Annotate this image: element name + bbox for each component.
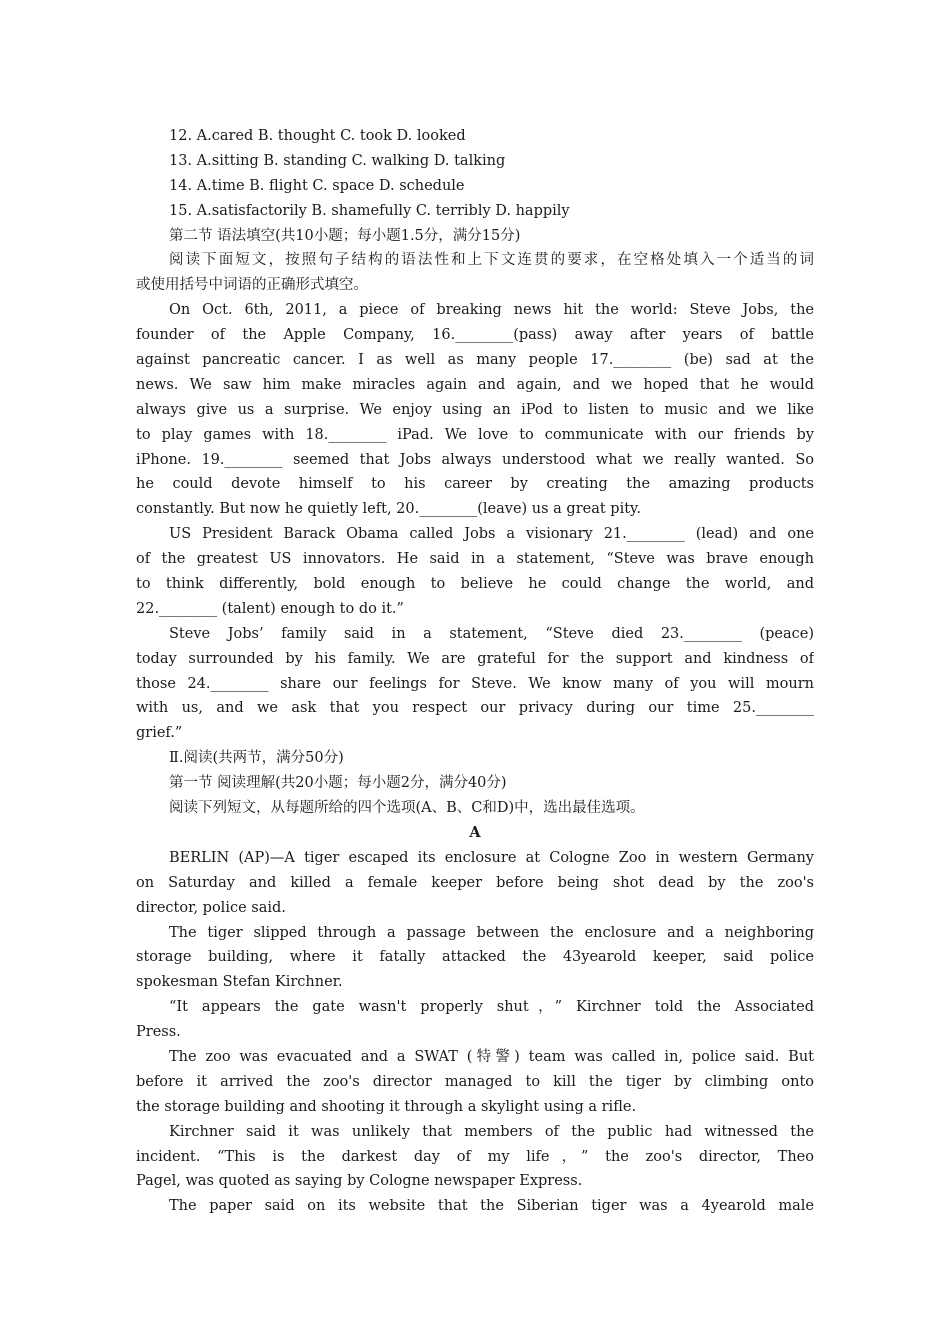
text-line: Ⅱ.阅读(共两节，满分50分) bbox=[169, 750, 344, 767]
text-line: 12. A.cared B. thought C. took D. looked bbox=[169, 128, 466, 144]
text-line: 阅读下面短文，按照句子结构的语法性和上下文连贯的要求，在空格处填入一个适当的词 bbox=[169, 252, 814, 269]
text-line: “It appears the gate wasn't properly shut，” Kirchner told the Associated bbox=[169, 999, 814, 1016]
text-line: to play games with 18.________ iPad. We love to communicate with our friends by bbox=[136, 426, 814, 443]
text-line: 13. A.sitting B. standing C. walking D. talking bbox=[169, 152, 506, 169]
text-line: 或使用括号中词语的正确形式填空。 bbox=[136, 277, 368, 294]
text-line: The zoo was evacuated and a SWAT (特警) team was called in, police said. But bbox=[169, 1048, 814, 1065]
text-line: incident. “This is the darkest day of my life，” the zoo's director, Theo bbox=[136, 1148, 814, 1165]
text-line: founder of the Apple Company, 16.________(pass) away after years of battle bbox=[136, 327, 814, 344]
document-page bbox=[136, 124, 814, 1219]
text-line: of the greatest US innovators. He said in a statement, “Steve was brave enough bbox=[136, 551, 814, 568]
text-line: constantly. But now he quietly left, 20.________(leave) us a great pity. bbox=[136, 501, 641, 518]
text-line: always give us a surprise. We enjoy using an iPod to listen to music and we like bbox=[136, 401, 814, 418]
text-line: against pancreatic cancer. I as well as many people 17.________ (be) sad at the bbox=[136, 352, 814, 369]
text-line: A bbox=[469, 823, 481, 841]
text-line: US President Barack Obama called Jobs a visionary 21.________ (lead) and one bbox=[169, 526, 814, 543]
text-line: storage building, where it fatally attacked the 43yearold keeper, said police bbox=[136, 949, 814, 966]
text-line: 15. A.satisfactorily B. shamefully C. terribly D. happily bbox=[169, 202, 570, 219]
text-line: news. We saw him make miracles again and again, and we hoped that he would bbox=[136, 376, 814, 393]
text-line: 14. A.time B. flight C. space D. schedule bbox=[169, 177, 465, 194]
text-line: 第一节 阅读理解(共20小题；每小题2分，满分40分) bbox=[169, 775, 507, 792]
text-line: Kirchner said it was unlikely that members of the public had witnessed the bbox=[169, 1123, 814, 1140]
text-line: 22.________ (talent) enough to do it.” bbox=[136, 600, 404, 617]
text-line: On Oct. 6th, 2011, a piece of breaking news hit the world: Steve Jobs, the bbox=[169, 302, 814, 319]
text-line: director, police said. bbox=[136, 899, 286, 916]
text-line: Press. bbox=[136, 1024, 181, 1041]
text-line: to think differently, bold enough to believe he could change the world, and bbox=[136, 576, 814, 593]
text-line: 第二节 语法填空(共10小题；每小题1.5分，满分15分) bbox=[169, 227, 521, 244]
text-line: those 24.________ share our feelings for Steve. We know many of you will mourn bbox=[136, 675, 814, 692]
text-line: the storage building and shooting it through a skylight using a rifle. bbox=[136, 1098, 637, 1115]
text-line: 阅读下列短文，从每题所给的四个选项(A、B、C和D)中，选出最佳选项。 bbox=[169, 800, 645, 817]
text-line: spokesman Stefan Kirchner. bbox=[136, 974, 343, 991]
text-line: with us, and we ask that you respect our privacy during our time 25.________ bbox=[136, 700, 814, 717]
text-line: grief.” bbox=[136, 725, 183, 742]
text-line: The tiger slipped through a passage between the enclosure and a neighboring bbox=[169, 924, 814, 941]
text-line: BERLIN (AP)—A tiger escaped its enclosure at Cologne Zoo in western Germany bbox=[169, 849, 814, 866]
text-line: he could devote himself to his career by creating the amazing products bbox=[136, 476, 814, 493]
text-line: today surrounded by his family. We are grateful for the support and kindness of bbox=[136, 650, 814, 667]
text-line: Pagel, was quoted as saying by Cologne newspaper Express. bbox=[136, 1173, 583, 1190]
text-line: iPhone. 19.________ seemed that Jobs always understood what we really wanted. So bbox=[136, 451, 814, 468]
text-line: on Saturday and killed a female keeper before being shot dead by the zoo's bbox=[136, 874, 814, 891]
text-line: The paper said on its website that the Siberian tiger was a 4yearold male bbox=[169, 1198, 814, 1215]
text-line: Steve Jobs’ family said in a statement, “Steve died 23.________ (peace) bbox=[169, 625, 814, 642]
text-line: before it arrived the zoo's director managed to kill the tiger by climbing onto bbox=[136, 1073, 814, 1090]
